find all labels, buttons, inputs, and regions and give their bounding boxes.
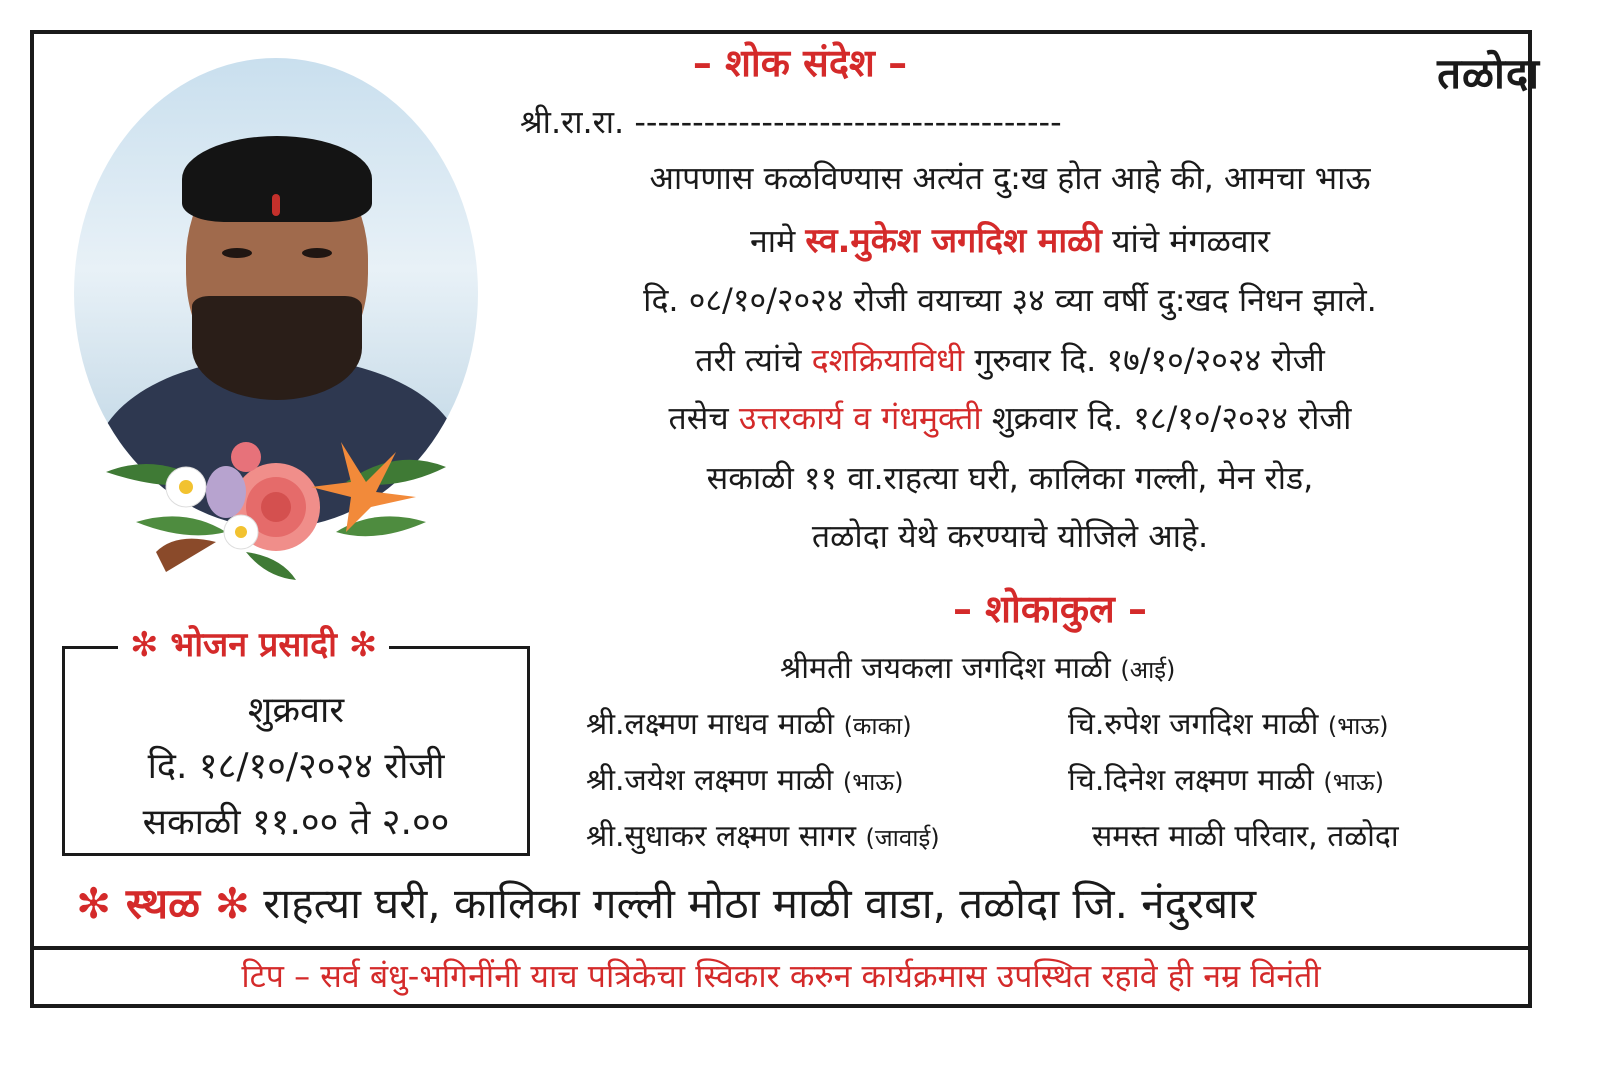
bereaved-entry (1068, 758, 1384, 799)
venue-address: राहत्या घरी, कालिका गल्ली मोठा माळी वाडा, तळोदा जि. नंदुरबार (263, 879, 1257, 928)
bereaved-relation: (भाऊ) (842, 768, 904, 796)
message-line-1: आपणास कळविण्यास अत्यंत दु:ख होत आहे की, आमचा भाऊ (649, 159, 1371, 197)
message-line-5 (480, 396, 1540, 439)
bereaved-family: समस्त माळी परिवार, तळोदा (1092, 819, 1399, 854)
left-eye (222, 248, 252, 258)
deceased-name: स्व.मुकेश जगदिश माळी (805, 221, 1102, 261)
bhojan-time: सकाळी ११.०० ते २.०० (142, 802, 450, 843)
bereaved-name: चि.रुपेश जगदिश माळी (1068, 707, 1319, 742)
message-line-7: तळोदा येथे करण्याचे योजिले आहे. (811, 517, 1209, 555)
message-line-5-start: तसेच (668, 399, 739, 437)
bereaved-relation: (आई) (1120, 656, 1176, 684)
message-line-4 (480, 338, 1540, 381)
message-line-4-start: तरी त्यांचे (695, 341, 812, 379)
bhojan-title: ✻ भोजन प्रसादी ✻ (118, 620, 389, 666)
place-label: तळोदा (1437, 49, 1540, 98)
message-line-2-end: यांचे मंगळवार (1101, 222, 1270, 260)
message-line-2 (480, 216, 1540, 262)
bereaved-name: श्री.सुधाकर लक्ष्मण सागर (586, 819, 856, 854)
bhojan-date: दि. १८/१०/२०२४ रोजी (147, 746, 445, 787)
bereaved-entry (586, 702, 912, 743)
bereaved-name: चि.दिनेश लक्ष्मण माळी (1068, 763, 1314, 798)
bereaved-name: श्री.जयेश लक्ष्मण माळी (586, 763, 834, 798)
bereaved-entry (586, 758, 903, 799)
salutation-line: श्री.रा.रा. ------------------------------------- (520, 103, 1062, 141)
message-line-6: सकाळी ११ वा.राहत्या घरी, कालिका गल्ली, मेन रोड, (706, 459, 1314, 497)
ritual-dashkriya: दशक्रियाविधी (811, 341, 965, 379)
bhojan-day: शुक्रवार (247, 690, 345, 731)
page-title: – शोक संदेश – (692, 41, 908, 85)
message-line-4-end: गुरुवार दि. १७/१०/२०२४ रोजी (964, 341, 1325, 379)
bereaved-relation: (भाऊ) (1327, 712, 1389, 740)
right-eye (302, 248, 332, 258)
bereaved-entry (586, 814, 940, 855)
bereaved-relation: (जावाई) (865, 824, 940, 852)
bereaved-entry (1068, 702, 1389, 743)
ritual-uttarkarya: उत्तरकार्य व गंधमुक्ती (738, 399, 982, 437)
bereaved-title: – शोकाकुल – (952, 587, 1148, 631)
message-line-5-end: शुक्रवार दि. १८/१०/२०२४ रोजी (981, 399, 1352, 437)
bereaved-mother (780, 646, 1175, 687)
bereaved-name: श्रीमती जयकला जगदिश माळी (780, 651, 1111, 686)
beard-shape (192, 296, 362, 400)
bereaved-name: श्री.लक्ष्मण माधव माळी (586, 707, 835, 742)
message-line-2-start: नामे (750, 222, 806, 260)
flower-bouquet-icon (96, 412, 456, 582)
venue-line (76, 874, 1256, 931)
footer-note: टिप – सर्व बंधु-भगिनींनी याच पत्रिकेचा स्विकार करुन कार्यक्रमास उपस्थित रहावे ही नम्र विनंती (241, 957, 1321, 995)
footer-divider (30, 946, 1532, 950)
bereaved-relation: (काका) (843, 712, 912, 740)
message-line-3: दि. ०८/१०/२०२४ रोजी वयाच्या ३४ व्या वर्षी दु:खद निधन झाले. (643, 281, 1377, 319)
venue-label: ✻ स्थळ ✻ (76, 879, 250, 928)
bereaved-relation: (भाऊ) (1323, 768, 1384, 796)
tilak-mark (272, 194, 280, 216)
